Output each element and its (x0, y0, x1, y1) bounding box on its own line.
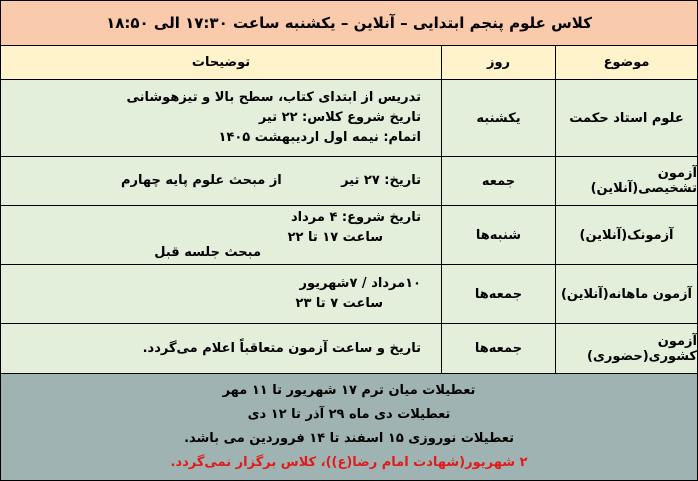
description-line: تدریس از ابتدای کتاب، سطح بالا و تیزهوشانی (126, 90, 421, 105)
row-description (1, 324, 441, 373)
description-line (21, 171, 421, 191)
row-subject: آزمون کشوری(حضوری) (555, 324, 697, 373)
table-row (1, 157, 697, 206)
row-day: جمعه‌ها (441, 324, 555, 373)
holidays-note (1, 374, 697, 480)
holiday-line: تعطیلات میان ترم ۱۷ شهریور تا ۱۱ مهر (222, 383, 476, 398)
header-description: توضیحات (191, 55, 251, 70)
description-line: تاریخ شروع: ۴ مرداد (291, 210, 421, 225)
header-day: روز (441, 46, 555, 79)
row-day: جمعه‌ها (441, 265, 555, 323)
holiday-line: تعطیلات نوروزی ۱۵ اسفند تا ۱۴ فروردین می باشد. (184, 431, 514, 446)
row-description (1, 157, 441, 205)
row-subject: آزمون تشخیصی(آنلاین) (555, 157, 697, 205)
exam-topic: از مبحث علوم پایه چهارم (121, 173, 282, 188)
table-title: کلاس علوم پنجم ابتدایی – آنلاین – یکشنبه ساعت ۱۷:۳۰ الی ۱۸:۵۰ (1, 1, 697, 46)
row-description (1, 80, 441, 156)
row-subject: آزمونک(آنلاین) (555, 206, 697, 264)
exam-date: تاریخ: ۲۷ تیر (341, 173, 421, 188)
description-line: تاریخ و ساعت آزمون متعاقباً اعلام می‌گردد. (142, 340, 421, 356)
table-row (1, 324, 697, 374)
row-day: شنبه‌ها (441, 206, 555, 264)
header-row (1, 46, 697, 80)
holiday-line: تعطیلات دی ماه ۲۹ آذر تا ۱۲ دی (247, 407, 451, 422)
description-line: ۱۰مرداد / ۷شهریور (299, 276, 421, 291)
description-line: اتمام: نیمه اول اردیبهشت ۱۴۰۵ (218, 130, 421, 145)
row-subject: آزمون ماهانه(آنلاین) (555, 265, 697, 323)
row-description (1, 206, 441, 264)
row-description (1, 265, 441, 323)
row-day: جمعه (441, 157, 555, 205)
description-line: تاریخ شروع کلاس: ۲۲ تیر (258, 110, 421, 125)
description-line: مبحث جلسه قبل (154, 245, 261, 260)
table-row (1, 265, 697, 324)
table-row (1, 206, 697, 265)
description-line: ساعت ۷ تا ۲۳ (295, 296, 383, 311)
table-row (1, 80, 697, 157)
cancellation-notice: ۲ شهریور(شهادت امام رضا(ع))، کلاس برگزار نمی‌گردد. (170, 455, 528, 470)
description-line: ساعت ۱۷ تا ۲۲ (287, 230, 383, 245)
header-subject: موضوع (555, 46, 697, 79)
row-day: یکشنبه (441, 80, 555, 156)
row-subject: علوم استاد حکمت (555, 80, 697, 156)
